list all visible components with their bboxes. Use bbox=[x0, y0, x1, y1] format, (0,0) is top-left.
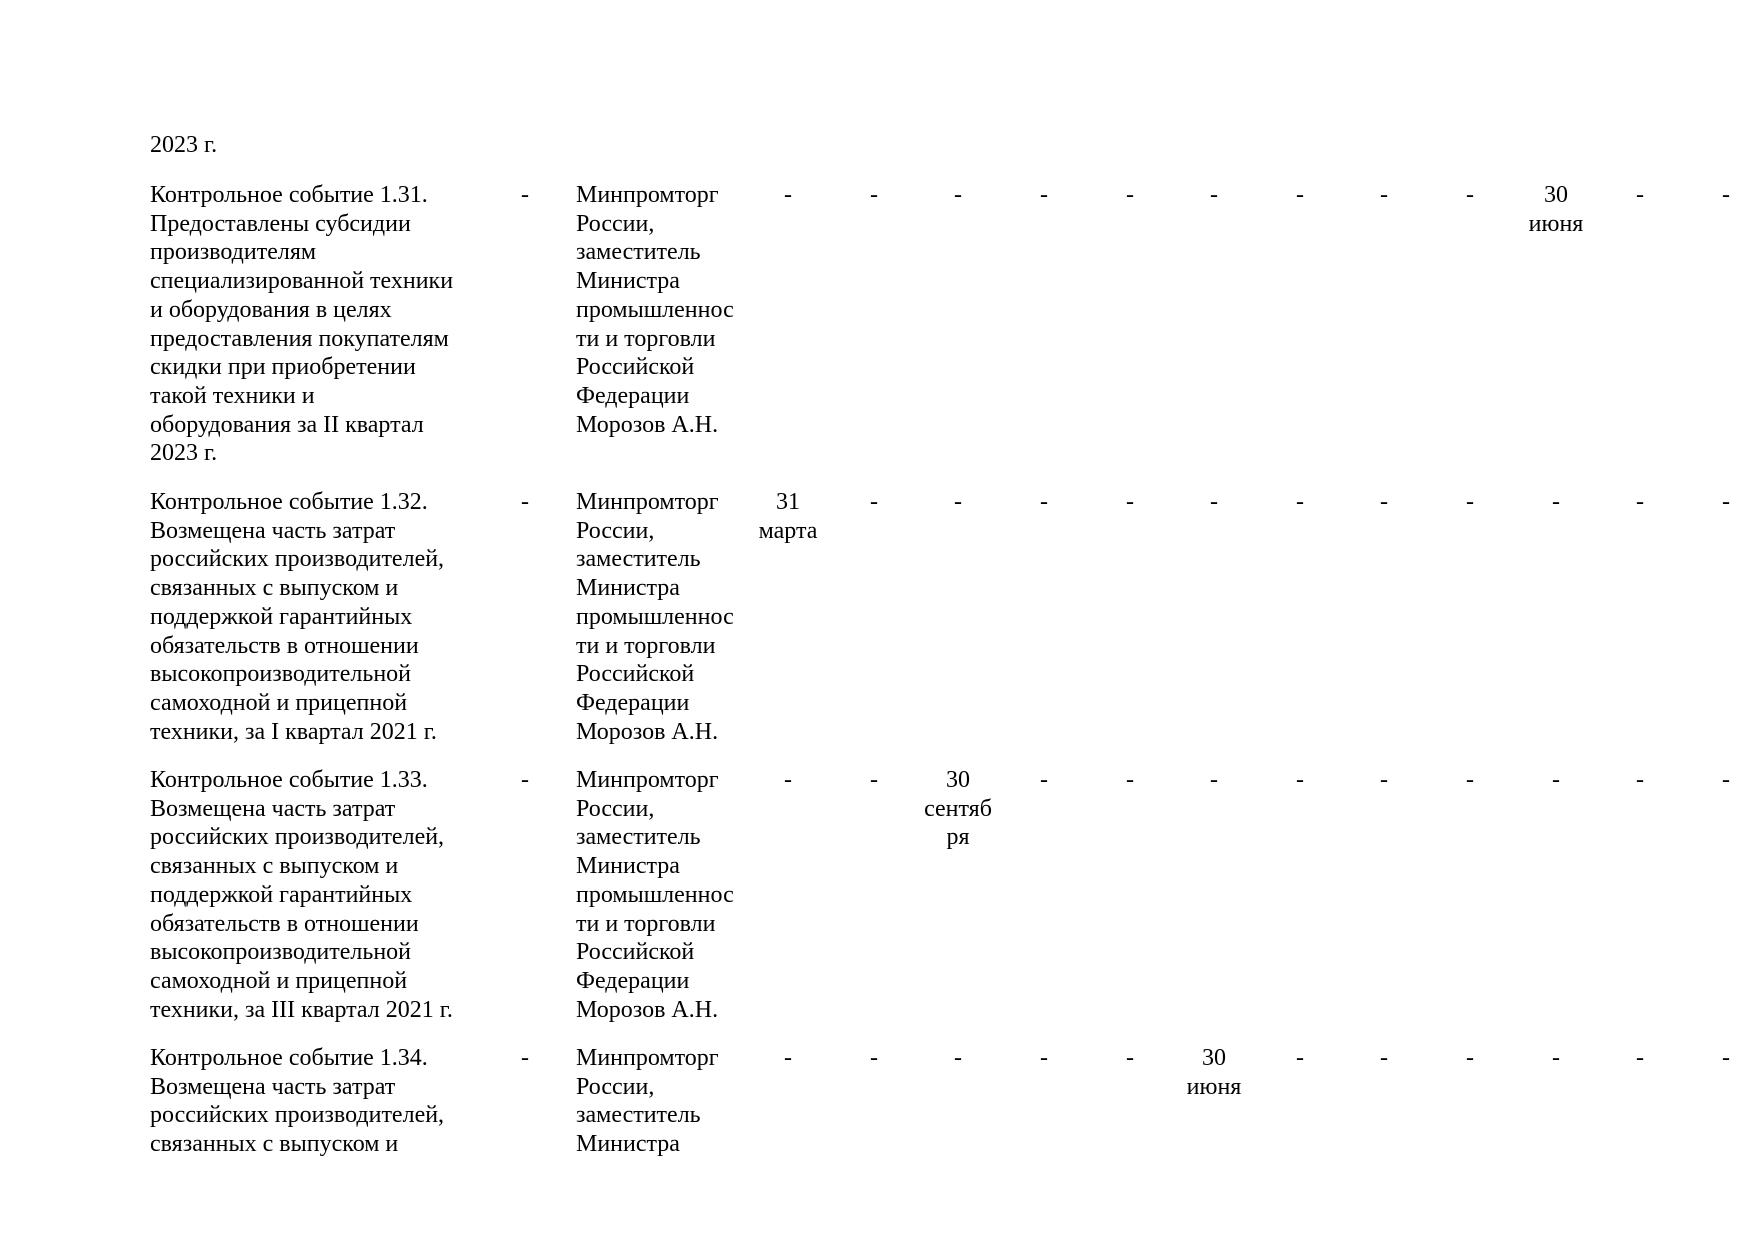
event-description-line: производителям bbox=[150, 239, 317, 266]
event-description-line: Возмещена часть затрат bbox=[150, 795, 396, 822]
period-cell-line: - bbox=[1722, 489, 1730, 515]
period-cell-line: - bbox=[1466, 1045, 1474, 1071]
responsible-executor-line: России, bbox=[576, 210, 655, 237]
period-cell-line: - bbox=[1296, 1045, 1304, 1071]
period-cell-line: - bbox=[1296, 767, 1304, 793]
period-cell-line: - bbox=[1380, 489, 1388, 515]
responsible-executor-line: России, bbox=[576, 1073, 655, 1100]
event-description-line: высокопроизводительной bbox=[150, 661, 411, 688]
period-cell bbox=[1342, 1044, 1426, 1073]
period-cell-line: - bbox=[870, 767, 878, 793]
responsible-executor-line: Морозов А.Н. bbox=[576, 996, 719, 1023]
period-cell-line: - bbox=[1210, 182, 1218, 208]
period-cell bbox=[1684, 488, 1754, 517]
period-cell bbox=[916, 181, 1000, 210]
period-cell-line: 30 bbox=[1544, 182, 1568, 208]
period-cell-line: - bbox=[784, 767, 792, 793]
period-cell bbox=[1258, 181, 1342, 210]
event-description bbox=[150, 181, 470, 468]
event-description-line: российских производителей, bbox=[150, 1102, 445, 1129]
event-description-line: такой техники и bbox=[150, 382, 315, 409]
event-description-line: Контрольное событие 1.34. bbox=[150, 1045, 428, 1071]
period-cell bbox=[1002, 766, 1086, 795]
event-description-line: оборудования за II квартал bbox=[150, 411, 424, 438]
period-cell bbox=[1428, 1044, 1512, 1073]
period-cell-line: - bbox=[1380, 182, 1388, 208]
period-cell bbox=[1514, 488, 1598, 517]
period-cell bbox=[1514, 181, 1598, 238]
event-description-line: и оборудования в целях bbox=[150, 296, 392, 323]
period-cell bbox=[832, 181, 916, 210]
period-cell-line: - bbox=[1722, 182, 1730, 208]
event-description-line: российских производителей, bbox=[150, 546, 445, 573]
responsible-executor-line: Министра bbox=[576, 575, 680, 602]
period-cell bbox=[832, 766, 916, 795]
period-cell bbox=[1258, 488, 1342, 517]
period-cell bbox=[746, 488, 830, 545]
period-cell bbox=[1598, 766, 1682, 795]
status-cell: - bbox=[521, 767, 529, 793]
period-cell-line: - bbox=[1636, 767, 1644, 793]
responsible-executor-line: промышленнос bbox=[576, 881, 734, 908]
event-description-line: Контрольное событие 1.32. bbox=[150, 489, 428, 515]
period-cell bbox=[1088, 766, 1172, 795]
responsible-executor-line: Минпромторг bbox=[576, 1045, 719, 1071]
period-cell bbox=[1002, 1044, 1086, 1073]
status-cell: - bbox=[521, 182, 529, 208]
period-cell-line: - bbox=[1126, 767, 1134, 793]
period-cell bbox=[1172, 766, 1256, 795]
period-cell-line: - bbox=[870, 182, 878, 208]
period-cell bbox=[1428, 181, 1512, 210]
responsible-executor-line: промышленнос bbox=[576, 603, 734, 630]
event-description-line: специализированной техники bbox=[150, 268, 454, 295]
continuation-text: 2023 г. bbox=[150, 132, 218, 158]
period-cell bbox=[1002, 488, 1086, 517]
period-cell-line: - bbox=[1552, 1045, 1560, 1071]
period-cell bbox=[1428, 488, 1512, 517]
event-description-line: техники, за III квартал 2021 г. bbox=[150, 996, 453, 1023]
period-cell-line: - bbox=[1722, 1045, 1730, 1071]
event-description-line: обязательств в отношении bbox=[150, 632, 419, 659]
event-description-line: предоставления покупателям bbox=[150, 325, 449, 352]
period-cell bbox=[1684, 181, 1754, 210]
status-cell: - bbox=[521, 489, 529, 515]
period-cell-line: - bbox=[1636, 1045, 1644, 1071]
period-cell-line: - bbox=[1126, 489, 1134, 515]
event-description bbox=[150, 488, 470, 746]
responsible-executor bbox=[576, 1044, 756, 1159]
event-description-line: высокопроизводительной bbox=[150, 939, 411, 966]
period-cell bbox=[746, 181, 830, 210]
responsible-executor-line: Федерации bbox=[576, 967, 690, 994]
period-cell-line: 30 bbox=[946, 767, 970, 793]
period-cell bbox=[1684, 766, 1754, 795]
period-cell-line: - bbox=[1552, 767, 1560, 793]
responsible-executor-line: заместитель bbox=[576, 824, 701, 851]
event-description-line: самоходной и прицепной bbox=[150, 967, 408, 994]
responsible-executor-line: ти и торговли bbox=[576, 910, 716, 937]
period-cell-line: - bbox=[1126, 182, 1134, 208]
period-cell-line: - bbox=[784, 182, 792, 208]
event-description-line: поддержкой гарантийных bbox=[150, 603, 413, 630]
responsible-executor-line: ти и торговли bbox=[576, 325, 716, 352]
period-cell bbox=[1514, 766, 1598, 795]
period-cell bbox=[916, 766, 1000, 852]
period-cell-line: - bbox=[1380, 767, 1388, 793]
period-cell bbox=[916, 488, 1000, 517]
event-description-line: связанных с выпуском и bbox=[150, 575, 399, 602]
period-cell-line: 30 bbox=[1202, 1045, 1226, 1071]
period-cell bbox=[1342, 181, 1426, 210]
period-cell bbox=[1598, 488, 1682, 517]
event-description-line: Возмещена часть затрат bbox=[150, 517, 396, 544]
period-cell-line: - bbox=[1552, 489, 1560, 515]
period-cell bbox=[1342, 488, 1426, 517]
event-description bbox=[150, 766, 470, 1024]
responsible-executor-line: Российской bbox=[576, 661, 695, 688]
period-cell-line: - bbox=[1210, 767, 1218, 793]
period-cell bbox=[832, 1044, 916, 1073]
event-description-line: связанных с выпуском и bbox=[150, 1131, 399, 1158]
responsible-executor-line: Федерации bbox=[576, 689, 690, 716]
responsible-executor-line: Российской bbox=[576, 354, 695, 381]
period-cell bbox=[832, 488, 916, 517]
responsible-executor-line: Морозов А.Н. bbox=[576, 411, 719, 438]
period-cell bbox=[1172, 181, 1256, 210]
period-cell-line: - bbox=[954, 489, 962, 515]
event-description-line: Возмещена часть затрат bbox=[150, 1073, 396, 1100]
event-description-line: российских производителей, bbox=[150, 824, 445, 851]
period-cell bbox=[916, 1044, 1000, 1073]
period-cell bbox=[1514, 1044, 1598, 1073]
event-description-line: самоходной и прицепной bbox=[150, 689, 408, 716]
period-cell-line: - bbox=[870, 489, 878, 515]
period-cell-line: - bbox=[1296, 489, 1304, 515]
responsible-executor-line: заместитель bbox=[576, 1102, 701, 1129]
period-cell bbox=[1598, 181, 1682, 210]
responsible-executor-line: Минпромторг bbox=[576, 182, 719, 208]
period-cell-line: - bbox=[870, 1045, 878, 1071]
period-cell-line: - bbox=[1380, 1045, 1388, 1071]
period-cell-line: - bbox=[1040, 182, 1048, 208]
period-cell bbox=[1258, 1044, 1342, 1073]
period-cell-line: 31 bbox=[776, 489, 800, 515]
period-cell-line: - bbox=[1210, 489, 1218, 515]
event-description-line: связанных с выпуском и bbox=[150, 853, 399, 880]
responsible-executor-line: заместитель bbox=[576, 546, 701, 573]
responsible-executor-line: Министра bbox=[576, 853, 680, 880]
period-cell-line: - bbox=[1466, 767, 1474, 793]
period-cell-line: - bbox=[954, 182, 962, 208]
period-cell-line: - bbox=[954, 1045, 962, 1071]
period-cell bbox=[1428, 766, 1512, 795]
period-cell bbox=[1088, 488, 1172, 517]
responsible-executor bbox=[576, 488, 756, 746]
period-cell bbox=[1258, 766, 1342, 795]
responsible-executor bbox=[576, 181, 756, 439]
responsible-executor-line: Минпромторг bbox=[576, 489, 719, 515]
period-cell-line: марта bbox=[758, 517, 818, 544]
responsible-executor-line: Минпромторг bbox=[576, 767, 719, 793]
period-cell bbox=[746, 766, 830, 795]
period-cell-line: ря bbox=[946, 824, 970, 851]
responsible-executor-line: Федерации bbox=[576, 382, 690, 409]
responsible-executor-line: промышленнос bbox=[576, 296, 734, 323]
period-cell-line: - bbox=[1040, 489, 1048, 515]
period-cell-line: - bbox=[1636, 489, 1644, 515]
event-description-line: техники, за I квартал 2021 г. bbox=[150, 718, 437, 745]
period-cell bbox=[1172, 1044, 1256, 1101]
period-cell-line: - bbox=[1126, 1045, 1134, 1071]
period-cell-line: - bbox=[1466, 489, 1474, 515]
period-cell bbox=[1598, 1044, 1682, 1073]
responsible-executor-line: Министра bbox=[576, 268, 680, 295]
responsible-executor-line: ти и торговли bbox=[576, 632, 716, 659]
period-cell bbox=[1172, 488, 1256, 517]
event-description-line: поддержкой гарантийных bbox=[150, 881, 413, 908]
responsible-executor-line: Российской bbox=[576, 939, 695, 966]
period-cell bbox=[1002, 181, 1086, 210]
period-cell-line: июня bbox=[1528, 210, 1584, 237]
responsible-executor-line: Министра bbox=[576, 1131, 680, 1158]
event-description-line: Контрольное событие 1.33. bbox=[150, 767, 428, 793]
event-description-line: Предоставлены субсидии bbox=[150, 210, 411, 237]
period-cell-line: - bbox=[1722, 767, 1730, 793]
status-cell: - bbox=[521, 1045, 529, 1071]
period-cell-line: июня bbox=[1186, 1073, 1242, 1100]
responsible-executor-line: заместитель bbox=[576, 239, 701, 266]
responsible-executor bbox=[576, 766, 756, 1024]
period-cell bbox=[746, 1044, 830, 1073]
responsible-executor-line: России, bbox=[576, 795, 655, 822]
event-description-line: обязательств в отношении bbox=[150, 910, 419, 937]
period-cell-line: - bbox=[1636, 182, 1644, 208]
event-description-line: Контрольное событие 1.31. bbox=[150, 182, 428, 208]
period-cell-line: - bbox=[784, 1045, 792, 1071]
responsible-executor-line: Морозов А.Н. bbox=[576, 718, 719, 745]
period-cell bbox=[1684, 1044, 1754, 1073]
period-cell-line: - bbox=[1040, 767, 1048, 793]
period-cell-line: - bbox=[1466, 182, 1474, 208]
period-cell bbox=[1342, 766, 1426, 795]
event-description-line: скидки при приобретении bbox=[150, 354, 416, 381]
event-description-line: 2023 г. bbox=[150, 440, 218, 467]
event-description bbox=[150, 1044, 470, 1159]
period-cell-line: сентяб bbox=[924, 795, 992, 822]
period-cell bbox=[1088, 181, 1172, 210]
period-cell-line: - bbox=[1040, 1045, 1048, 1071]
period-cell bbox=[1088, 1044, 1172, 1073]
responsible-executor-line: России, bbox=[576, 517, 655, 544]
period-cell-line: - bbox=[1296, 182, 1304, 208]
